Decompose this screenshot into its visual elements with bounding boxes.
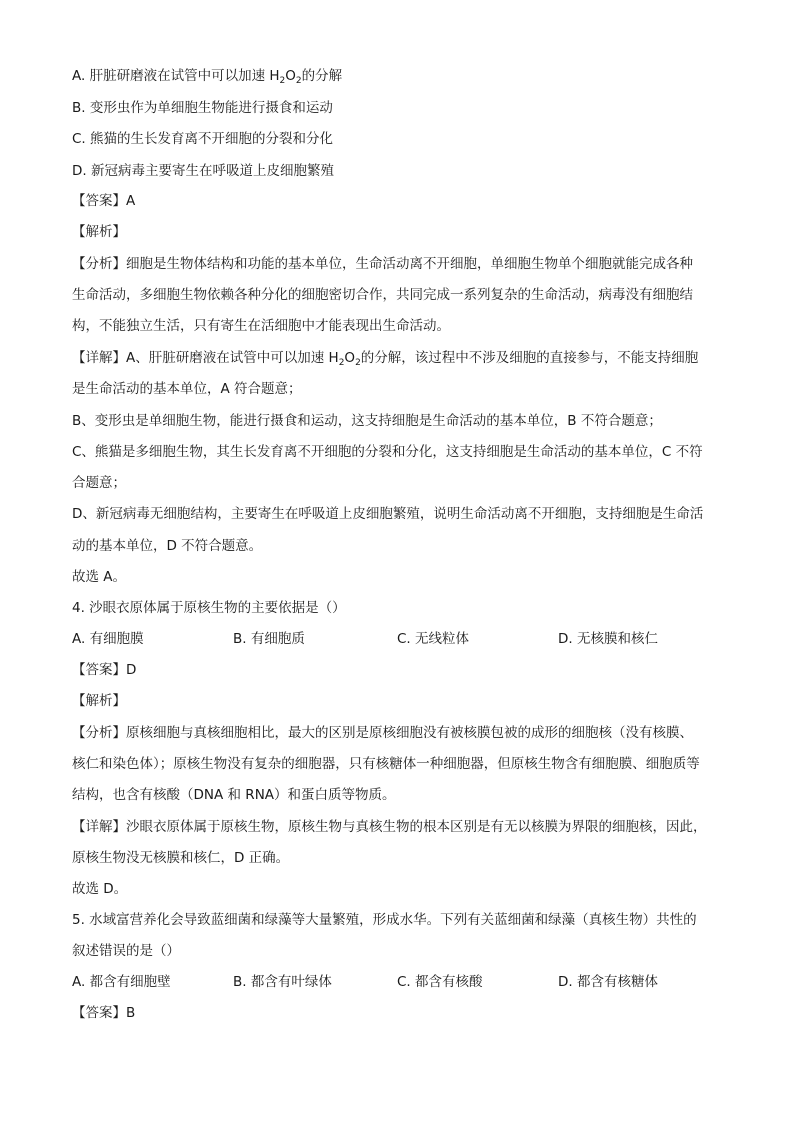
q4-fenxi-line-2: 核仁和染色体）；原核生物没有复杂的细胞器，只有核糖体一种细胞器，但原核生物含有细胞膜、细胞质等: [72, 756, 700, 772]
q3-option-c: C. 熊猫的生长发育离不开细胞的分裂和分化: [72, 131, 334, 147]
q4-analysis-heading: 【解析】: [72, 693, 126, 709]
q3-xiangjie-line-7: 动的基本单位，D 不符合题意。: [72, 538, 263, 554]
q5-answer: 【答案】B: [72, 1005, 136, 1021]
q3-option-b: B. 变形虫作为单细胞生物能进行摄食和运动: [72, 100, 333, 116]
q4-stem: 4. 沙眼衣原体属于原核生物的主要依据是（）: [72, 600, 346, 616]
q3-xiangjie-line-6: D、新冠病毒无细胞结构，主要寄生在呼吸道上皮细胞繁殖，说明生命活动离不开细胞，支持细胞是生命活: [72, 506, 704, 522]
q5-option-c: C. 都含有核酸: [397, 974, 483, 990]
q3-xiangjie-line-5: 合题意；: [72, 475, 126, 491]
q4-fenxi-line-1: 【分析】原核细胞与真核细胞相比，最大的区别是原核细胞没有被核膜包被的成形的细胞核（没有核膜、: [72, 725, 693, 741]
q4-fenxi-line-3: 结构，也含有核酸（DNA 和 RNA）和蛋白质等物质。: [72, 787, 396, 803]
q4-option-c: C. 无线粒体: [397, 631, 470, 647]
q4-xiangjie-line-2: 原核生物没无核膜和核仁，D 正确。: [72, 850, 290, 866]
q3-xiangjie-line-2: 是生命活动的基本单位，A 符合题意；: [72, 381, 302, 397]
q4-option-b: B. 有细胞质: [233, 631, 305, 647]
q4-answer: 【答案】D: [72, 662, 137, 678]
q3-answer: 【答案】A: [72, 193, 136, 209]
q3-xiangjie-line-1: 【详解】A、肝脏研磨液在试管中可以加速 $H_2O_2$的分解，该过程中不涉及细胞的直接参与，不能支持细胞: [72, 350, 699, 368]
q3-analysis-heading: 【解析】: [72, 224, 126, 240]
q5-option-b: B. 都含有叶绿体: [233, 974, 332, 990]
q5-option-d: D. 都含有核糖体: [558, 974, 658, 990]
q3-xiangjie-line-4: C、熊猫是多细胞生物，其生长发育离不开细胞的分裂和分化，这支持细胞是生命活动的基本单位，C 不符: [72, 444, 703, 460]
q3-option-a: A. 肝脏研磨液在试管中可以加速 $H_2O_2$的分解: [72, 68, 343, 86]
q4-option-d: D. 无核膜和核仁: [558, 631, 658, 647]
q4-option-a: A. 有细胞膜: [72, 631, 144, 647]
q4-conclusion: 故选 D。: [72, 881, 128, 897]
q3-option-d: D. 新冠病毒主要寄生在呼吸道上皮细胞繁殖: [72, 163, 334, 179]
q4-xiangjie-line-1: 【详解】沙眼衣原体属于原核生物，原核生物与真核生物的根本区别是有无以核膜为界限的细胞核，因此，: [72, 819, 707, 835]
q3-fenxi-line-2: 生命活动，多细胞生物依赖各种分化的细胞密切合作，共同完成一系列复杂的生命活动，病毒没有细胞结: [72, 287, 693, 303]
q5-option-a: A. 都含有细胞壁: [72, 974, 171, 990]
q5-stem-line-1: 5. 水域富营养化会导致蓝细菌和绿藻等大量繁殖，形成水华。下列有关蓝细菌和绿藻（真核生物）共性的: [72, 912, 697, 928]
q3-xiangjie-line-3: B、变形虫是单细胞生物，能进行摄食和运动，这支持细胞是生命活动的基本单位，B 不符合题意；: [72, 413, 662, 429]
q3-conclusion: 故选 A。: [72, 569, 127, 585]
q3-fenxi-line-3: 构，不能独立生活，只有寄生在活细胞中才能表现出生命活动。: [72, 318, 450, 334]
q3-fenxi-line-1: 【分析】细胞是生物体结构和功能的基本单位，生命活动离不开细胞，单细胞生物单个细胞就能完成各种: [72, 256, 693, 272]
q5-stem-line-2: 叙述错误的是（）: [72, 943, 180, 959]
